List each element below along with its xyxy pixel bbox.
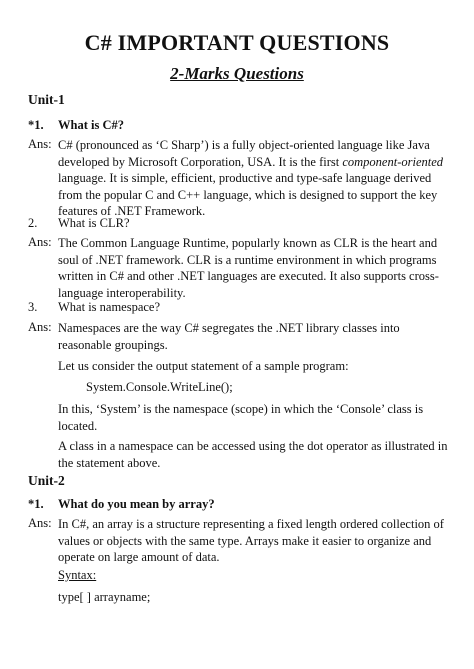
question-number: *1. [28, 497, 44, 511]
answer-label: Ans: [28, 235, 52, 249]
answer-paragraph: Namespaces are the way C# segregates the .NET library classes into reasonable groupings. [58, 321, 400, 352]
syntax-label: Syntax: [58, 568, 97, 582]
question-number: *1. [28, 118, 44, 132]
answer-paragraph [58, 137, 450, 220]
question-number: 3. [28, 300, 38, 314]
answer-paragraph: Let us consider the output statement of a sample program: [58, 359, 349, 373]
answer-label: Ans: [28, 516, 52, 530]
unit-2-heading: Unit-2 [28, 473, 65, 488]
question-number: 2. [28, 216, 38, 230]
page-title: C# IMPORTANT QUESTIONS [84, 30, 390, 55]
question-text: What is CLR? [58, 216, 130, 230]
answer-paragraph: In this, ‘System’ is the namespace (scope) in which the ‘Console’ class is located. [58, 402, 424, 433]
answer-label: Ans: [28, 137, 52, 151]
answer-paragraph: The Common Language Runtime, popularly known as CLR is the heart and soul of .NET framework. CLR is a runtime environment in which programs written in C# and other .NET languages are executed. It also supports cross-language interoperability. [58, 236, 439, 300]
question-text: What is namespace? [58, 300, 161, 314]
answer-paragraph: A class in a namespace can be accessed using the dot operator as illustrated in the statement above. [58, 439, 448, 470]
syntax-code: type[ ] arrayname; [58, 590, 151, 604]
question-text: What is C#? [58, 118, 124, 132]
answer-text: language. It is simple, efficient, productive and type-safe language derived from the popular C and C++ language, which is designed to support the key features of .NET Framework. [58, 171, 438, 219]
unit-1-heading: Unit-1 [28, 92, 65, 107]
question-text: What do you mean by array? [58, 497, 215, 511]
page-subtitle: 2-Marks Questions [170, 64, 304, 83]
answer-paragraph: In C#, an array is a structure representing a fixed length ordered collection of values or objects with the same type. Arrays make it easier to organize and operate on large amount of data. [58, 517, 444, 565]
answer-label: Ans: [28, 320, 52, 334]
code-snippet: System.Console.WriteLine(); [86, 380, 233, 394]
answer-text: C# (pronounced as ‘C Sharp’) is a fully object-oriented language like Java developed by Microsoft Corporation, USA. It is the first [58, 138, 430, 169]
answer-emphasis: component-oriented [342, 154, 444, 169]
